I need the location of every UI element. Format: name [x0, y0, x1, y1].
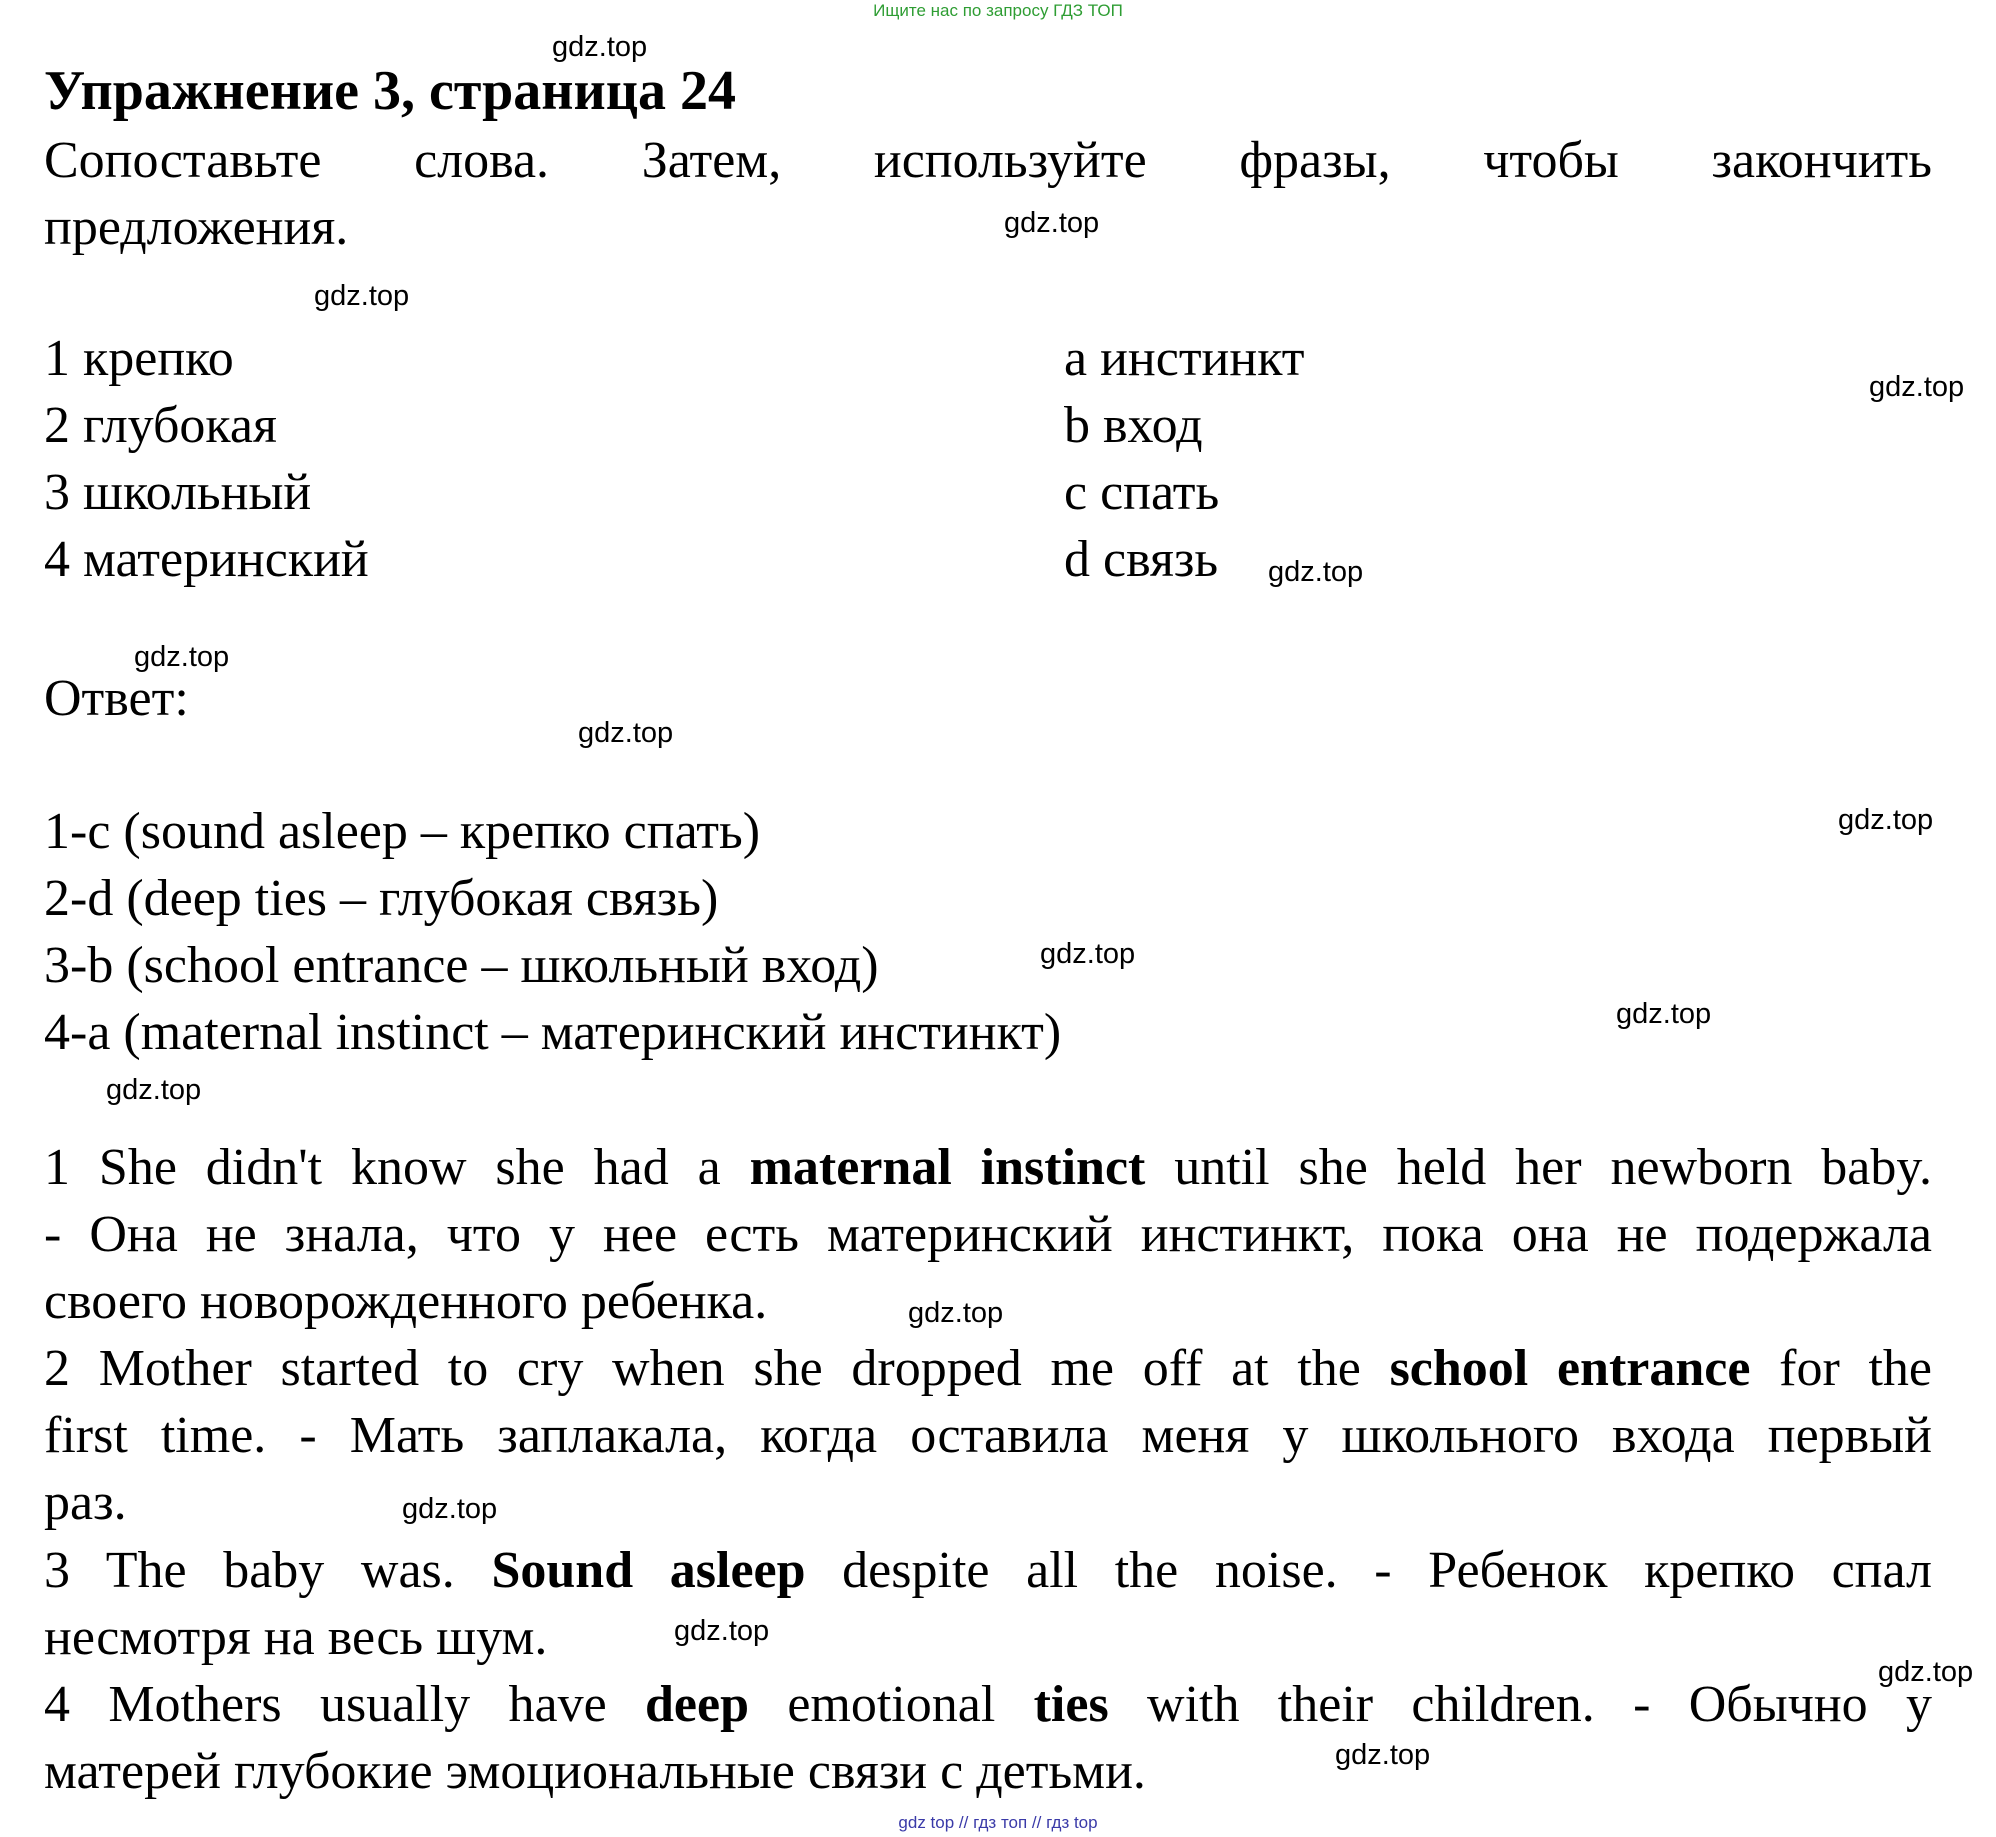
watermark: gdz.top: [1616, 998, 1712, 1030]
watermark: gdz.top: [1268, 556, 1364, 588]
right-item: b вход: [1064, 397, 1203, 454]
watermark: gdz.top: [1869, 371, 1965, 403]
left-item: 2 глубокая: [44, 397, 277, 454]
sentence-2-line-3: раз.: [44, 1474, 127, 1531]
answer-label: Ответ:: [44, 670, 189, 727]
instruction-line-1: Сопоставьте слова. Затем, используйте фразы, чтобы закончить: [44, 132, 1932, 189]
sentence-1-line-3: своего новорожденного ребенка.: [44, 1273, 768, 1330]
watermark: gdz.top: [674, 1615, 770, 1647]
watermark: gdz.top: [1335, 1739, 1431, 1771]
answer-item: 1-c (sound asleep – крепко спать): [44, 803, 761, 860]
right-item: a инстинкт: [1064, 330, 1305, 387]
sentence-1-line-2: - Она не знала, что у нее есть материнский инстинкт, пока она не подержала: [44, 1206, 1932, 1263]
sentence-3-line-2: несмотря на весь шум.: [44, 1609, 548, 1666]
right-column: [1064, 325, 1305, 593]
watermark: gdz.top: [106, 1074, 202, 1106]
left-item: 3 школьный: [44, 464, 312, 521]
sentence-1-line-1: 1 She didn't know she had a maternal instinct until she held her newborn baby.: [44, 1139, 1933, 1196]
watermark: gdz.top: [314, 280, 410, 312]
left-item: 4 материнский: [44, 531, 369, 588]
answer-item: 4-a (maternal instinct – материнский инстинкт): [44, 1004, 1062, 1061]
sentence-3: [44, 1537, 1932, 1671]
sentence-3-line-1: 3 The baby was. Sound asleep despite all the noise. - Ребенок крепко спал: [44, 1542, 1932, 1599]
answer-item: 2-d (deep ties – глубокая связь): [44, 870, 719, 927]
right-item: d связь: [1064, 531, 1219, 588]
watermark: gdz.top: [1004, 207, 1100, 239]
watermark: gdz.top: [1878, 1656, 1974, 1688]
watermark: gdz.top: [578, 717, 674, 749]
page-title: Упражнение 3, страница 24: [44, 60, 737, 122]
sentence-4-line-1: 4 Mothers usually have deep emotional ties with their children. - Обычно у: [44, 1676, 1933, 1733]
watermark: gdz.top: [402, 1493, 498, 1525]
watermark: gdz.top: [1838, 804, 1934, 836]
left-column: [44, 325, 369, 593]
left-item: 1 крепко: [44, 330, 234, 387]
watermark: gdz.top: [552, 31, 648, 63]
footer-banner: gdz top // гдз топ // гдз top: [898, 1813, 1098, 1832]
watermark: gdz.top: [134, 641, 230, 673]
sentence-4-line-2: матерей глубокие эмоциональные связи с детьми.: [44, 1743, 1146, 1800]
sentence-4: [44, 1671, 1932, 1805]
watermark: gdz.top: [908, 1297, 1004, 1329]
watermark: gdz.top: [1040, 938, 1136, 970]
right-item: c спать: [1064, 464, 1220, 521]
sentence-2-line-1: 2 Mother started to cry when she dropped me off at the school entrance for the: [44, 1340, 1932, 1397]
top-banner: Ищите нас по запросу ГДЗ ТОП: [873, 1, 1123, 20]
answer-item: 3-b (school entrance – школьный вход): [44, 937, 879, 994]
sentence-2-line-2: first time. - Мать заплакала, когда оставила меня у школьного входа первый: [44, 1407, 1932, 1464]
instruction-line-2: предложения.: [44, 199, 349, 256]
answer-list: [44, 798, 1061, 1066]
sentence-2: [44, 1335, 1932, 1536]
